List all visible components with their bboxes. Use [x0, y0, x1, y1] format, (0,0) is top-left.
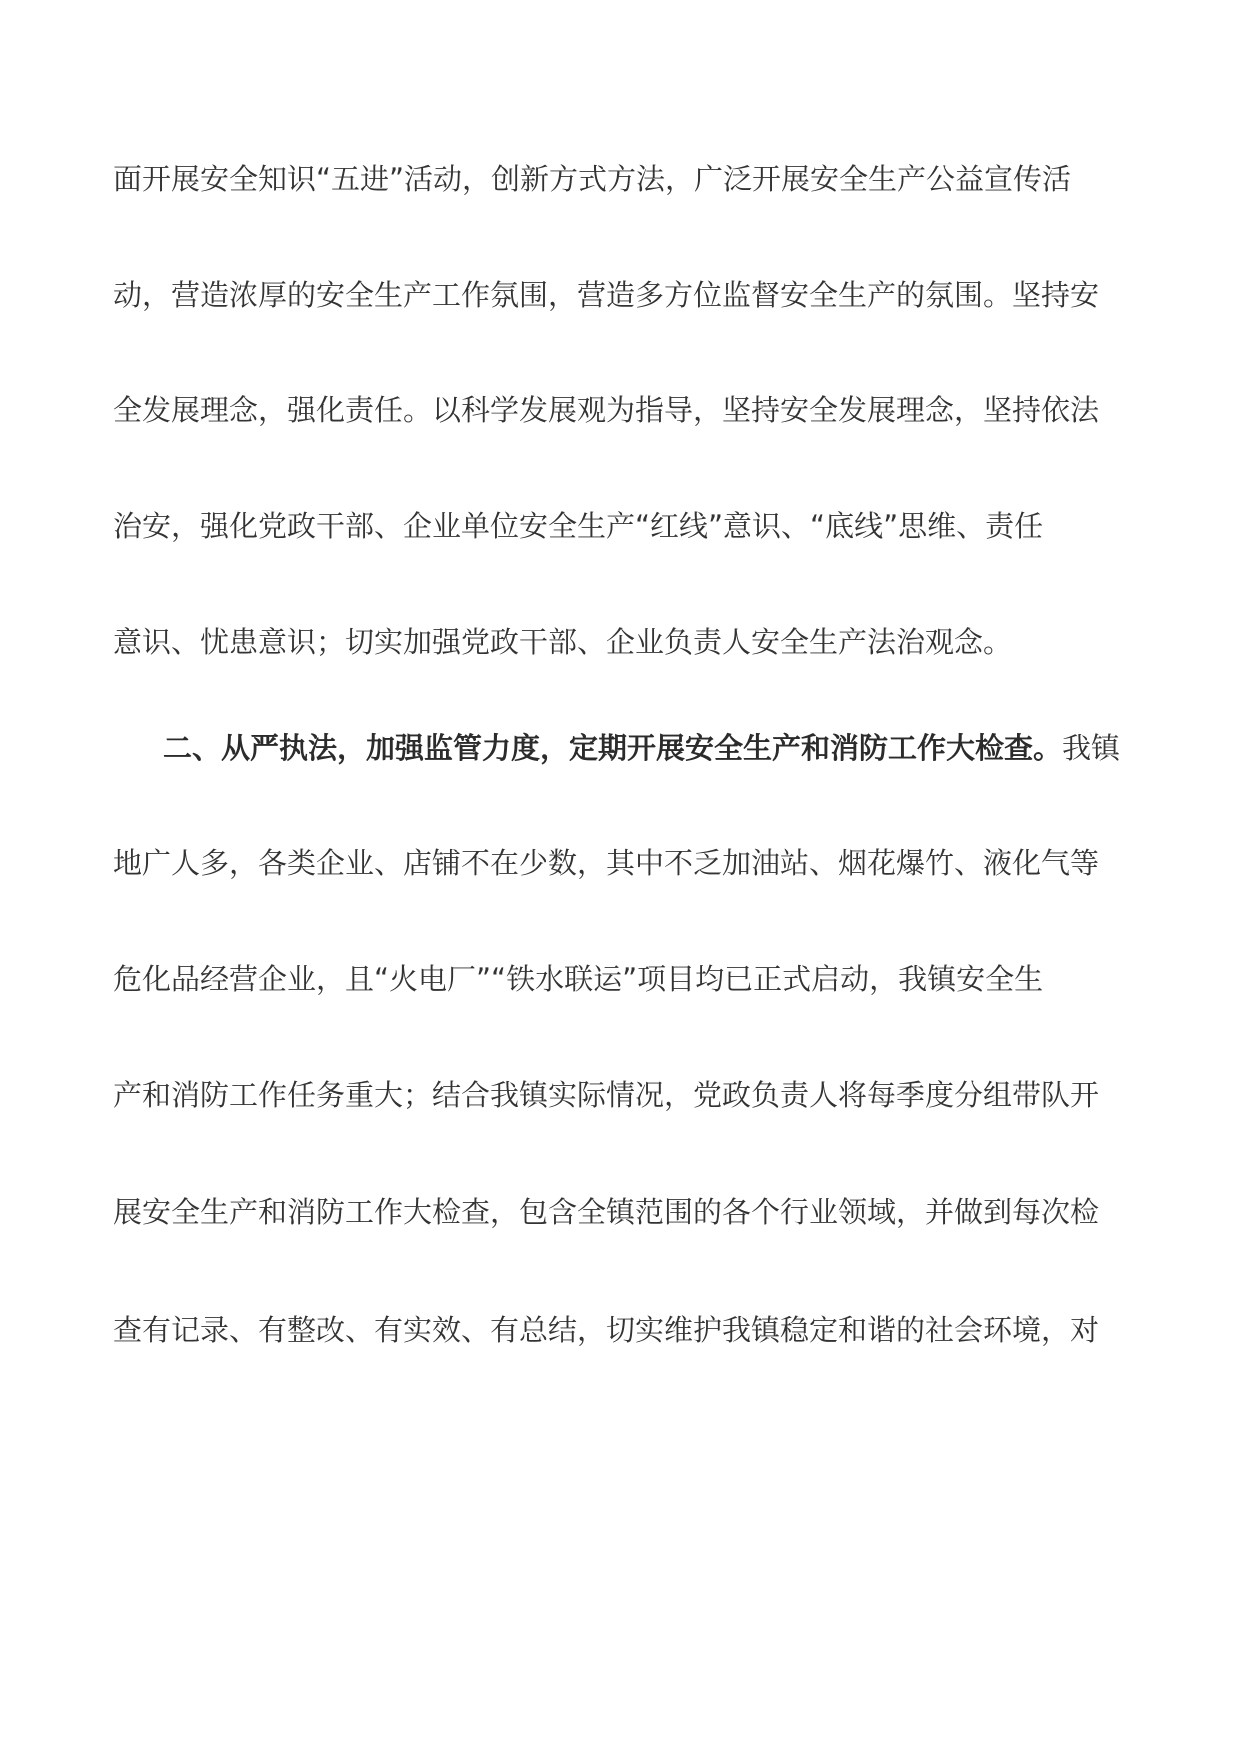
paragraph2-heading-line	[163, 723, 1138, 773]
paragraph1-line-1: 面开展安全知识“五进”活动，创新方式方法，广泛开展安全生产公益宣传活	[113, 162, 1072, 196]
paragraph1-line-2: 动，营造浓厚的安全生产工作氛围，营造多方位监督安全生产的氛围。坚持安	[113, 278, 1100, 312]
paragraph1-line-3: 全发展理念，强化责任。以科学发展观为指导，坚持安全发展理念，坚持依法	[113, 393, 1100, 427]
heading-tail-text: 我镇	[1062, 731, 1121, 765]
paragraph2-line-1: 地广人多，各类企业、店铺不在少数，其中不乏加油站、烟花爆竹、液化气等	[113, 846, 1100, 880]
section-heading: 二、从严执法，加强监管力度，定期开展安全生产和消防工作大检查。	[163, 731, 1063, 765]
paragraph2-line-5: 查有记录、有整改、有实效、有总结，切实维护我镇稳定和谐的社会环境，对	[113, 1313, 1100, 1347]
paragraph2-line-2: 危化品经营企业，且“火电厂”“铁水联运”项目均已正式启动，我镇安全生	[113, 962, 1044, 996]
paragraph1-line-4: 治安，强化党政干部、企业单位安全生产“红线”意识、“底线”思维、责任	[113, 509, 1044, 543]
paragraph2-line-4: 展安全生产和消防工作大检查，包含全镇范围的各个行业领域，并做到每次检	[113, 1195, 1100, 1229]
paragraph2-line-3: 产和消防工作任务重大；结合我镇实际情况，党政负责人将每季度分组带队开	[113, 1078, 1100, 1112]
paragraph1-line-5: 意识、忧患意识；切实加强党政干部、企业负责人安全生产法治观念。	[113, 625, 1013, 659]
